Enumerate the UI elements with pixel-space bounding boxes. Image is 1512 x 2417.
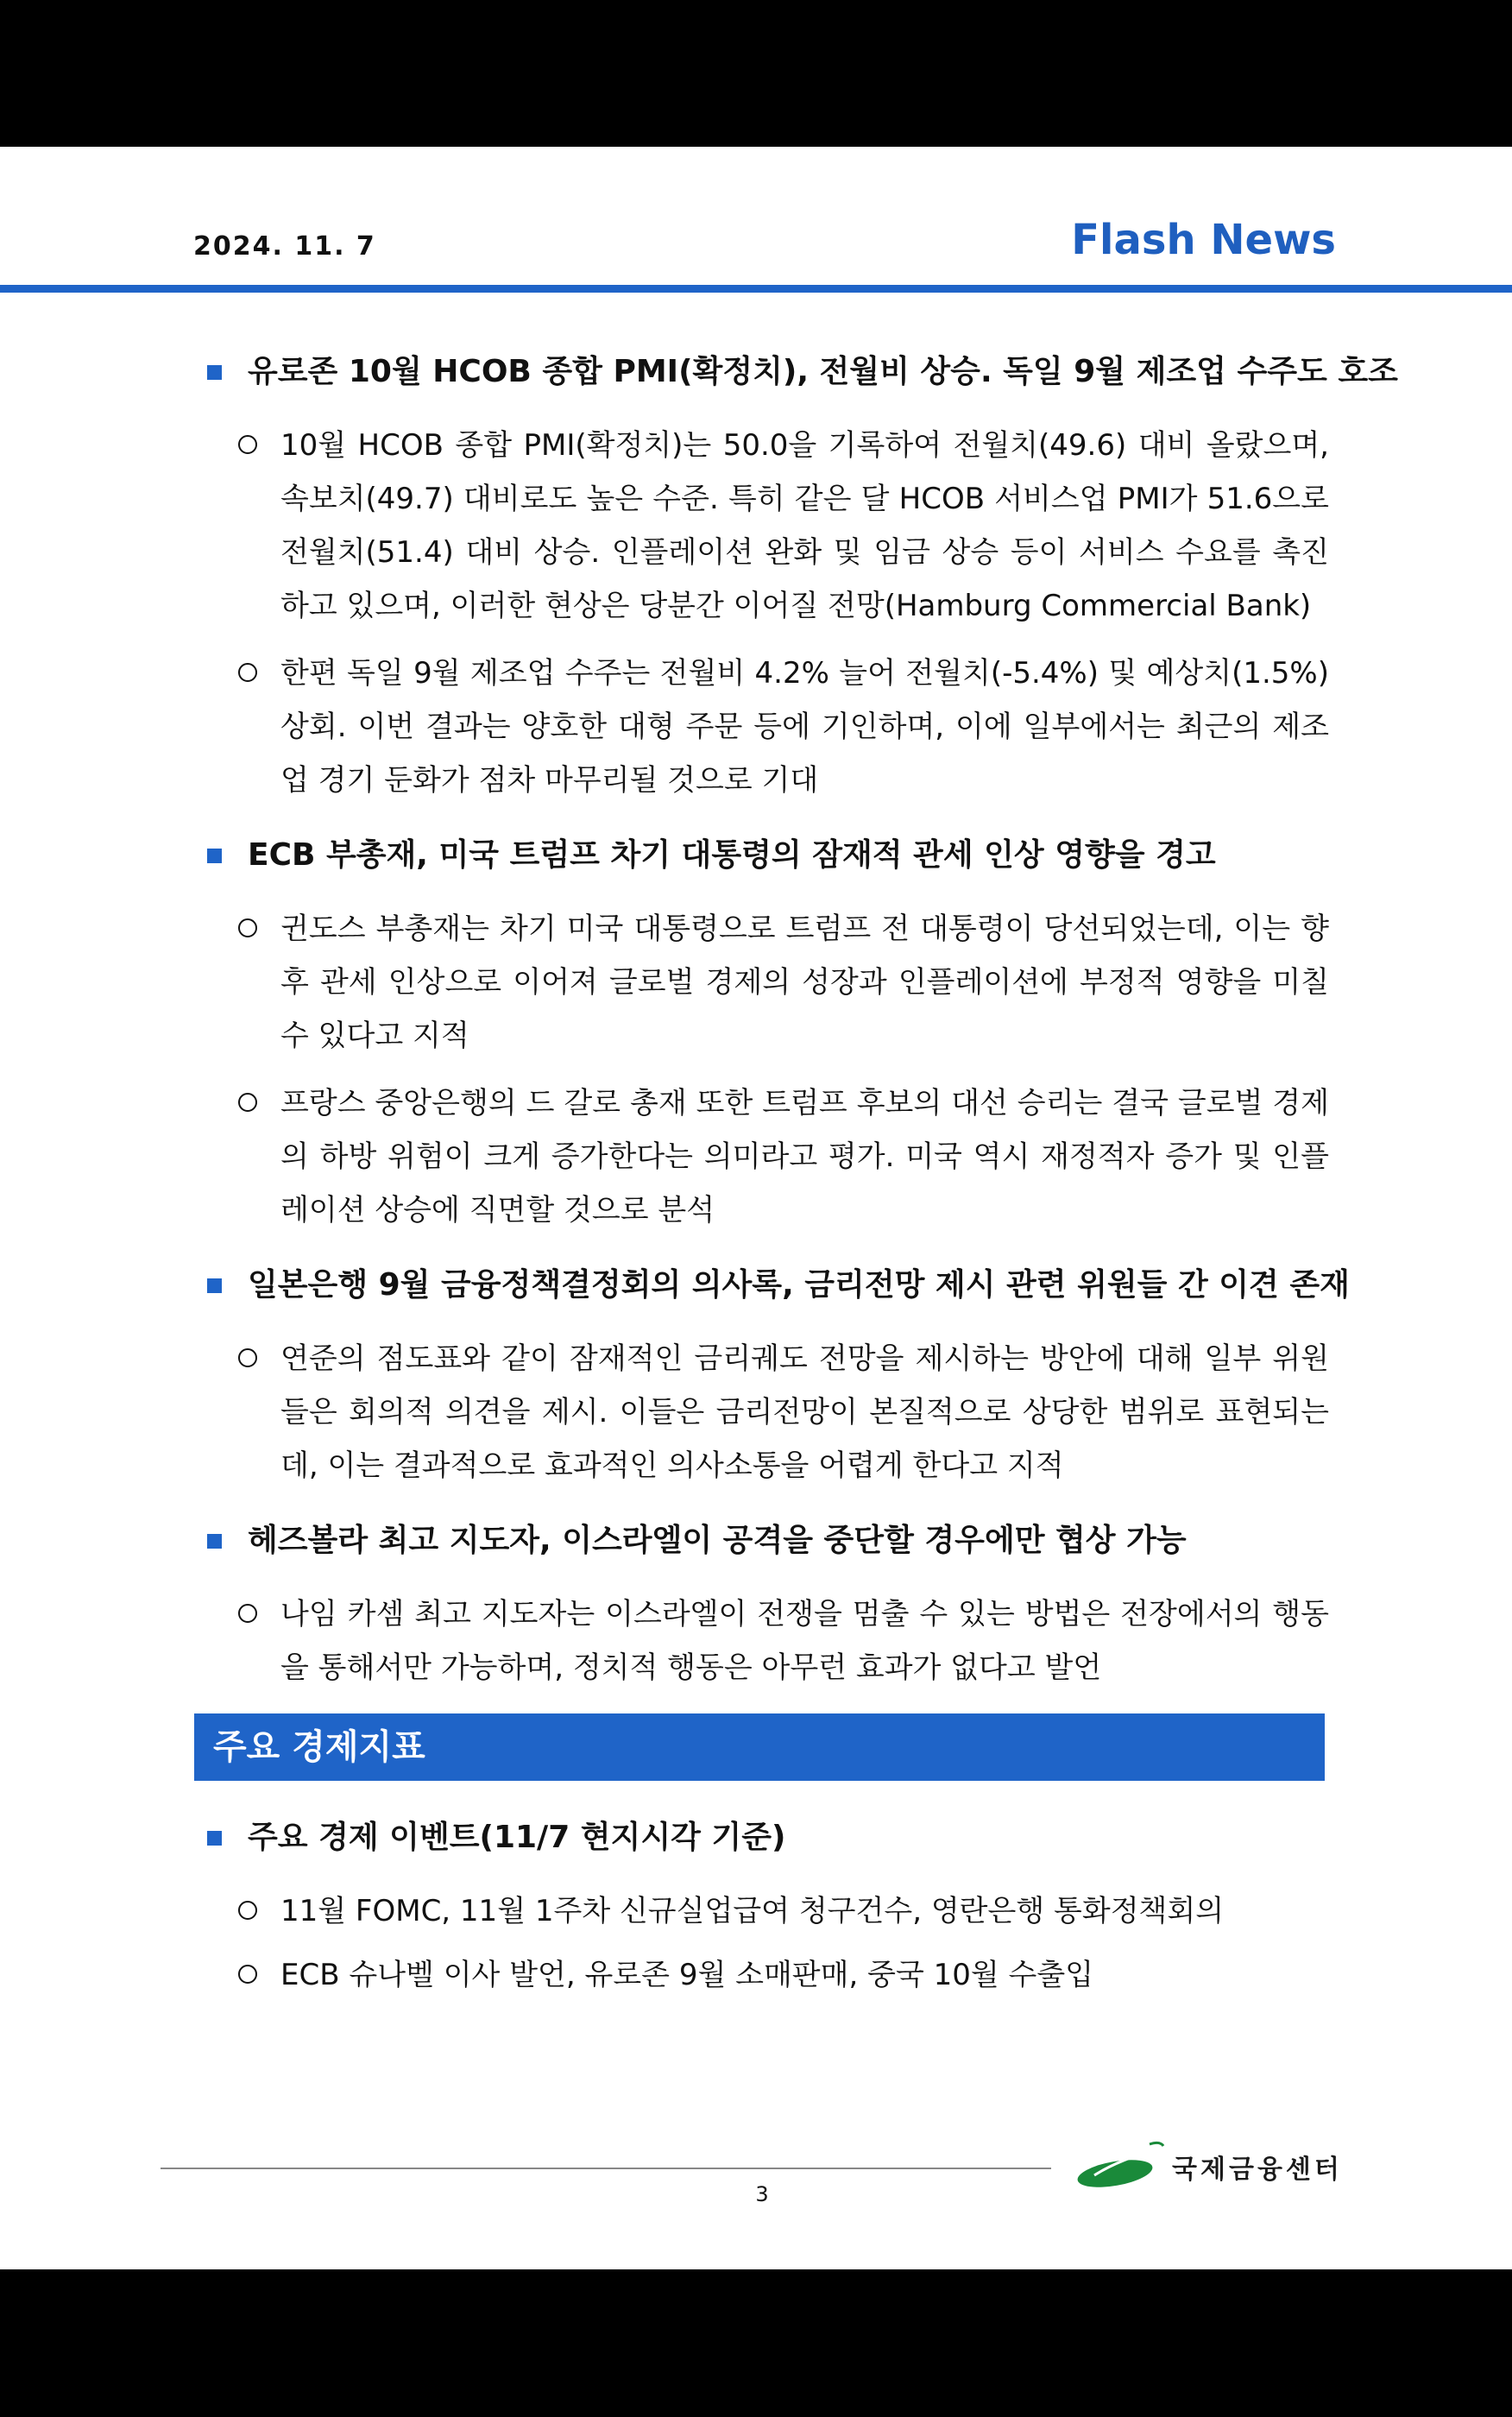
footer-divider: [161, 2168, 1051, 2169]
section-heading-text: 일본은행 9월 금융정책결정회의 의사록, 금리전망 제시 관련 위원들 간 이견 존재: [248, 1267, 1350, 1303]
main-content: [198, 350, 1398, 2012]
circle-bullet-icon: [238, 1348, 257, 1367]
list-item: [198, 1948, 1329, 2002]
section-heading: [198, 350, 1398, 394]
report-title: Flash News: [1071, 216, 1336, 264]
square-bullet-icon: [207, 849, 222, 863]
section-heading: [198, 1518, 1329, 1563]
list-item-text: 프랑스 중앙은행의 드 갈로 총재 또한 트럼프 후보의 대선 승리는 결국 글로벌 경제의 하방 위험이 크게 증가한다는 의미라고 평가. 미국 역시 재정적자 증가 및 인플레이션 상승에 직면할 것으로 분석: [280, 1086, 1329, 1227]
list-item-text: ECB 슈나벨 이사 발언, 유로존 9월 소매판매, 중국 10월 수출입: [280, 1958, 1094, 1992]
square-bullet-icon: [207, 1831, 222, 1846]
circle-bullet-icon: [238, 663, 257, 682]
list-item-text: 연준의 점도표와 같이 잠재적인 금리궤도 전망을 제시하는 방안에 대해 일부 위원들은 회의적 의견을 제시. 이들은 금리전망이 본질적으로 상당한 범위로 표현되는데, 이는 결과적으로 효과적인 의사소통을 어렵게 한다고 지적: [280, 1341, 1329, 1483]
section-heading-text: ECB 부총재, 미국 트럼프 차기 대통령의 잠재적 관세 인상 영향을 경고: [248, 837, 1216, 873]
indicators-title-bar: 주요 경제지표: [194, 1713, 1325, 1781]
section-heading: [198, 1263, 1350, 1308]
list-item: [198, 1587, 1329, 1694]
circle-bullet-icon: [238, 435, 257, 454]
section-heading-text: 유로존 10월 HCOB 종합 PMI(확정치), 전월비 상승. 독일 9월 제조업 수주도 호조: [248, 354, 1398, 389]
circle-bullet-icon: [238, 1604, 257, 1623]
list-item: [198, 902, 1329, 1063]
list-item: [198, 1332, 1329, 1492]
circle-bullet-icon: [238, 1093, 257, 1112]
page-number: 3: [755, 2182, 769, 2206]
header-divider: [0, 285, 1512, 293]
square-bullet-icon: [207, 1278, 222, 1293]
list-item-text: 10월 HCOB 종합 PMI(확정치)는 50.0을 기록하여 전월치(49.6) 대비 올랐으며, 속보치(49.7) 대비로도 높은 수준. 특히 같은 달 HCOB 서비스업 PMI가 51.6으로 전월치(51.4) 대비 상승. 인플레이션 완화 및 임금 상승 등이 서비스 수요를 촉진하고 있으며, 이러한 현상은 당분간 이어질 전망(Hamburg Commercial Bank): [280, 428, 1329, 623]
circle-bullet-icon: [238, 1901, 257, 1920]
list-item-text: 귄도스 부총재는 차기 미국 대통령으로 트럼프 전 대통령이 당선되었는데, 이는 향후 관세 인상으로 이어져 글로벌 경제의 성장과 인플레이션에 부정적 영향을 미칠 수 있다고 지적: [280, 912, 1329, 1053]
list-item-text: 나임 카셈 최고 지도자는 이스라엘이 전쟁을 멈출 수 있는 방법은 전장에서의 행동을 통해서만 가능하며, 정치적 행동은 아무런 효과가 없다고 발언: [280, 1597, 1329, 1685]
list-item-text: 11월 FOMC, 11월 1주차 신규실업급여 청구건수, 영란은행 통화정책회의: [280, 1894, 1225, 1928]
circle-bullet-icon: [238, 918, 257, 937]
list-item: [198, 647, 1329, 807]
section-heading: [198, 833, 1329, 878]
square-bullet-icon: [207, 1534, 222, 1549]
list-item: [198, 1884, 1329, 1938]
square-bullet-icon: [207, 365, 222, 380]
report-date: 2024. 11. 7: [193, 231, 376, 262]
list-item: [198, 419, 1329, 633]
logo-text: 국제금융센터: [1172, 2155, 1343, 2185]
section-heading: [198, 1815, 1329, 1860]
list-item-text: 한편 독일 9월 제조업 수주는 전월비 4.2% 늘어 전월치(-5.4%) 및 예상치(1.5%) 상회. 이번 결과는 양호한 대형 주문 등에 기인하며, 이에 일부에서는 최근의 제조업 경기 둔화가 점차 마무리될 것으로 기대: [280, 656, 1329, 798]
document-page: [0, 147, 1512, 2269]
section-heading-text: 주요 경제 이벤트(11/7 현지시각 기준): [248, 1820, 786, 1855]
list-item: [198, 1076, 1329, 1237]
section-heading-text: 헤즈볼라 최고 지도자, 이스라엘이 공격을 중단할 경우에만 협상 가능: [248, 1523, 1187, 1558]
circle-bullet-icon: [238, 1965, 257, 1984]
